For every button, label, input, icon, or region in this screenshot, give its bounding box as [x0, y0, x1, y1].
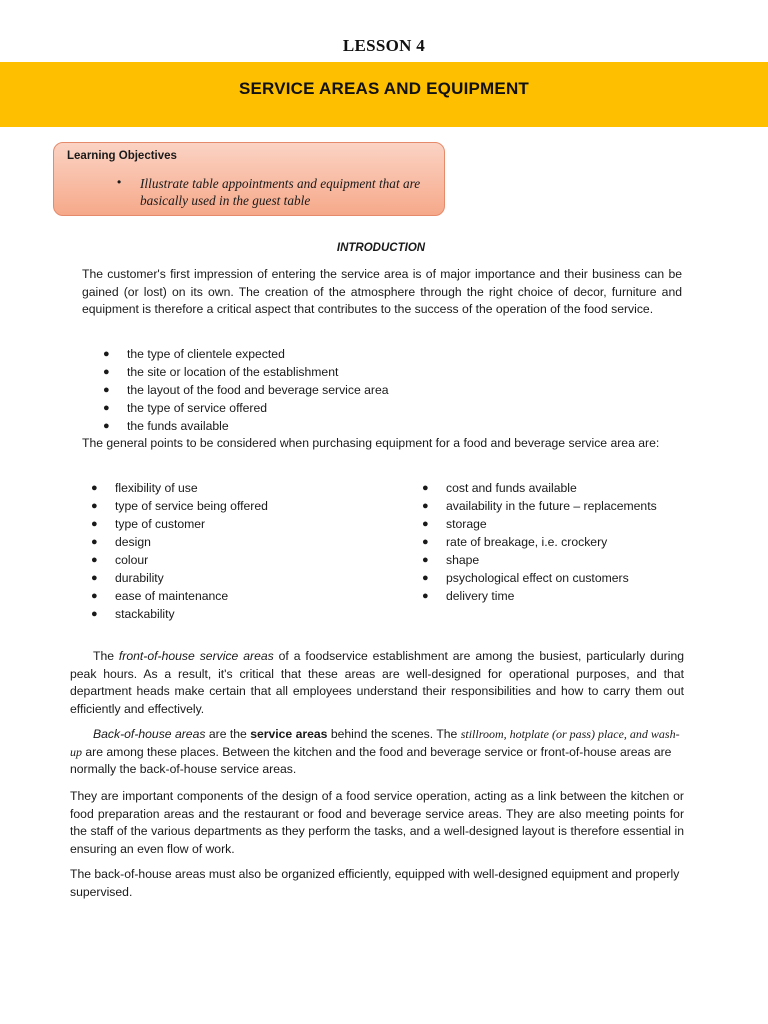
bullet-icon: ● — [103, 402, 110, 414]
bullet-icon: ● — [103, 384, 110, 396]
list-item-text: colour — [115, 553, 149, 567]
text-run: of a foodservice establishment are among the busiest, particularly during peak hours. As a result, it's critical that these areas are well-designed for operational purposes, and that department heads make certain that all employees understand their responsibilities and how to carry them out efficiently and effectively. — [70, 649, 684, 716]
list-item — [422, 551, 672, 569]
list-item-text: the type of clientele expected — [127, 347, 285, 361]
service-areas-term: service areas — [250, 727, 328, 741]
list-item — [91, 587, 391, 605]
text-run: behind the scenes. The — [327, 727, 461, 741]
list-item-text: flexibility of use — [115, 481, 198, 495]
introduction-heading: INTRODUCTION — [336, 242, 426, 254]
purchase-intro-paragraph: The general points to be considered when purchasing equipment for a food and beverage service area are: — [82, 436, 660, 450]
list-item — [91, 497, 391, 515]
purchase-points-right-list — [422, 479, 672, 605]
list-item-text: psychological effect on customers — [446, 571, 629, 585]
bullet-icon: ● — [103, 420, 110, 432]
list-item — [422, 497, 672, 515]
bullet-icon: ● — [422, 518, 429, 530]
bullet-icon: ● — [422, 554, 429, 566]
list-item — [422, 587, 672, 605]
back-of-house-places: stillroom, hotplate (or pass) place, and wash-up — [70, 727, 680, 759]
purchase-points-left-list — [91, 479, 391, 623]
text-run: are the — [205, 727, 251, 741]
learning-objective-text: Illustrate table appointments and equipment that are basically used in the guest table — [140, 176, 421, 208]
bullet-icon: ● — [103, 366, 110, 378]
list-item — [103, 363, 523, 381]
components-paragraph: They are important components of the design of a food service operation, acting as a link between the kitchen or food preparation areas and the restaurant or food and beverage service areas. They are also meeting points for the staff of the various departments as they perform the tasks, and a well-designed layout is therefore essential in ensuring an even flow of work. — [70, 789, 684, 856]
bullet-icon: ● — [422, 482, 429, 494]
list-item-text: stackability — [115, 607, 175, 621]
list-item — [422, 479, 672, 497]
list-item-text: the type of service offered — [127, 401, 268, 415]
page-title: SERVICE AREAS AND EQUIPMENT — [238, 79, 530, 98]
text-run: are among these places. Between the kitchen and the food and beverage service or front-of-house areas are normally the back-of-house service areas. — [70, 744, 672, 776]
list-item-text: the funds available — [127, 419, 229, 433]
list-item-text: type of service being offered — [115, 499, 268, 513]
front-of-house-term: front-of-house service areas — [118, 649, 274, 663]
factor-list — [103, 345, 523, 435]
list-item — [422, 569, 672, 587]
bullet-icon: ● — [91, 482, 98, 494]
list-item-text: rate of breakage, i.e. crockery — [446, 535, 608, 549]
list-item-text: durability — [115, 571, 164, 585]
list-item — [103, 345, 523, 363]
list-item — [91, 533, 391, 551]
list-item — [103, 381, 523, 399]
text-run: The — [93, 649, 119, 663]
bullet-icon: ● — [422, 500, 429, 512]
bullet-icon: • — [117, 175, 122, 189]
lesson-number: LESSON 4 — [342, 36, 426, 55]
list-item-text: ease of maintenance — [115, 589, 229, 603]
bullet-icon: ● — [422, 536, 429, 548]
bullet-icon: ● — [91, 518, 98, 530]
bullet-icon: ● — [422, 572, 429, 584]
bullet-icon: ● — [91, 608, 98, 620]
bullet-icon: ● — [91, 554, 98, 566]
list-item-text: design — [115, 535, 151, 549]
list-item-text: shape — [446, 553, 480, 567]
list-item-text: the site or location of the establishment — [127, 365, 339, 379]
list-item-text: type of customer — [115, 517, 206, 531]
organization-paragraph: The back-of-house areas must also be organized efficiently, equipped with well-designed equipment and properly supervised. — [70, 867, 680, 899]
bullet-icon: ● — [91, 590, 98, 602]
bullet-icon: ● — [91, 500, 98, 512]
list-item — [91, 515, 391, 533]
list-item — [91, 605, 391, 623]
bullet-icon: ● — [422, 590, 429, 602]
front-of-house-paragraph — [70, 648, 684, 718]
learning-objectives-title: Learning Objectives — [67, 150, 177, 162]
list-item — [422, 515, 672, 533]
list-item-text: the layout of the food and beverage service area — [127, 383, 389, 397]
list-item — [91, 479, 391, 497]
list-item — [91, 551, 391, 569]
bullet-icon: ● — [91, 536, 98, 548]
list-item — [103, 417, 523, 435]
list-item — [103, 399, 523, 417]
bullet-icon: ● — [103, 348, 110, 360]
list-item-text: storage — [446, 517, 487, 531]
list-item — [422, 533, 672, 551]
list-item-text: availability in the future – replacements — [446, 499, 657, 513]
list-item-text: delivery time — [446, 589, 515, 603]
list-item — [91, 569, 391, 587]
list-item-text: cost and funds available — [446, 481, 577, 495]
bullet-icon: ● — [91, 572, 98, 584]
introduction-paragraph: The customer's first impression of entering the service area is of major importance and their business can be gained (or lost) on its own. The creation of the atmosphere through the right choice of decor, furniture and equipment is therefore a critical aspect that contributes to the success of the operation of the food service. — [82, 267, 682, 316]
back-of-house-term: Back-of-house areas — [93, 727, 206, 741]
back-of-house-paragraph — [70, 726, 684, 779]
